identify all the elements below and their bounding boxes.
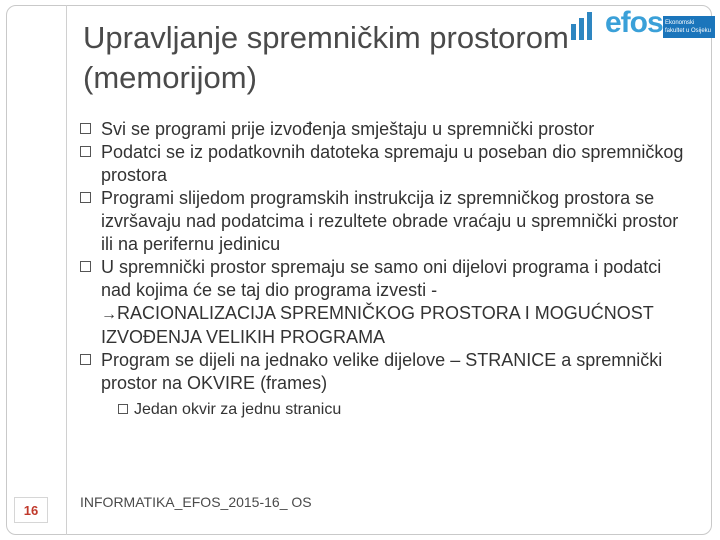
checkbox-bullet-icon	[118, 404, 128, 414]
footer-text: INFORMATIKA_EFOS_2015-16_ OS	[80, 494, 312, 510]
bullet-item	[80, 187, 690, 256]
bullet-text: U spremnički prostor spremaju se samo oni dijelovi programa i podatci nad kojima će se taj dio programa izvesti -	[101, 257, 662, 300]
bullet-list	[80, 118, 690, 421]
bullet-text: Program se dijeli na jednako velike dijelove – STRANICE a spremnički prostor na OKVIRE (frames)	[101, 350, 663, 393]
checkbox-bullet-icon	[80, 354, 91, 365]
arrow-icon: →	[101, 306, 117, 323]
checkbox-bullet-icon	[80, 146, 91, 157]
bullet-emphasis: RACIONALIZACIJA SPREMNIČKOG PROSTORA I MOGUĆNOST IZVOĐENJA VELIKIH PROGRAMA	[101, 303, 654, 347]
efos-logo	[567, 4, 717, 48]
sub-bullet-item	[118, 399, 690, 421]
title-line-2: (memorijom)	[83, 60, 257, 95]
sub-bullet-text: Jedan okvir za jednu stranicu	[134, 401, 342, 418]
page-number: 16	[14, 497, 48, 523]
bullet-item	[80, 256, 690, 349]
checkbox-bullet-icon	[80, 192, 91, 203]
bullet-text: Programi slijedom programskih instrukcija iz spremničkog prostora se izvršavaju nad podatcima i rezultete obrade vraćaju u spremnički prostor ili na perifernu jedinicu	[101, 188, 679, 254]
slide-title	[83, 18, 623, 98]
logo-wordmark: efos	[605, 6, 663, 39]
logo-tagline: Ekonomski fakultet u Osijeku	[663, 16, 715, 38]
bullet-item	[80, 349, 690, 395]
bullet-text: Podatci se iz podatkovnih datoteka spremaju u poseban dio spremničkog prostora	[101, 142, 684, 185]
checkbox-bullet-icon	[80, 123, 91, 134]
left-separator-line	[66, 5, 67, 535]
logo-bars-icon	[571, 12, 601, 40]
bullet-item	[80, 118, 690, 141]
bullet-text: Svi se programi prije izvođenja smještaju u spremnički prostor	[101, 119, 595, 139]
title-line-1: Upravljanje spremničkim prostorom	[83, 20, 569, 55]
checkbox-bullet-icon	[80, 261, 91, 272]
bullet-item	[80, 141, 690, 187]
